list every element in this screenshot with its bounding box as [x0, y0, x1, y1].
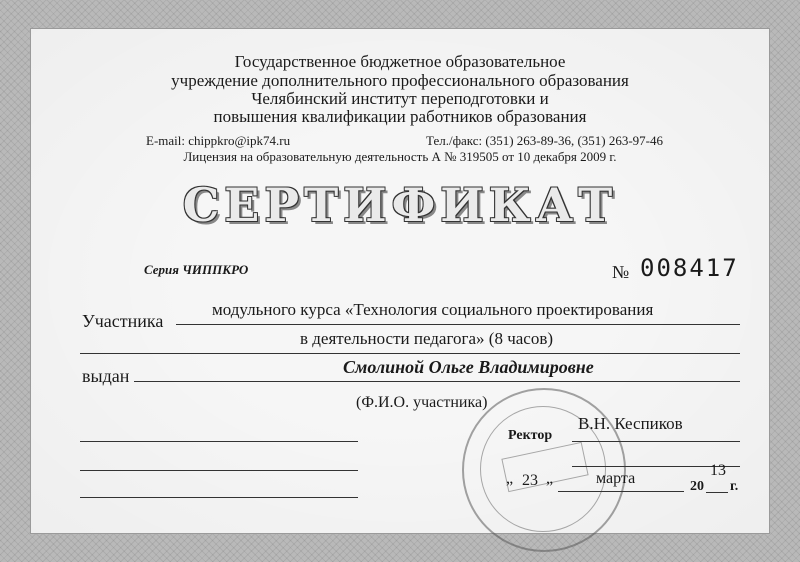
- participant-label: Участника: [82, 311, 164, 331]
- header-line-1: Государственное бюджетное образовательное: [234, 52, 566, 71]
- course-underline-2: [80, 353, 740, 354]
- rector-name: В.Н. Кеспиков: [578, 414, 683, 433]
- course-line-1: модульного курса «Технология социального проектирования: [212, 300, 654, 319]
- month-underline: [558, 491, 684, 492]
- series: Серия ЧИППКРО: [144, 262, 249, 277]
- blank-line-1: [80, 441, 358, 442]
- header-line-4: повышения квалификации работников образования: [213, 107, 587, 126]
- name-underline: [134, 381, 740, 382]
- date-year-unit: г.: [730, 479, 739, 494]
- license: Лицензия на образовательную деятельность А № 319505 от 10 декабря 2009 г.: [183, 149, 617, 164]
- header-line-3: Челябинский институт переподготовки и: [251, 89, 549, 108]
- certificate-number: 008417: [640, 254, 739, 282]
- rector-underline: [572, 441, 740, 442]
- rector-label: Ректор: [508, 428, 553, 443]
- certificate-title: СЕРТИФИКАТ: [182, 178, 618, 232]
- email: E-mail: chippkro@ipk74.ru: [146, 133, 291, 148]
- blank-line-2: [80, 470, 358, 471]
- number-sign: №: [612, 262, 630, 282]
- course-line-2: в деятельности педагога» (8 часов): [300, 329, 554, 348]
- date-day: 23: [522, 472, 538, 489]
- year-underline: [706, 492, 728, 493]
- phone: Тел./факс: (351) 263-89-36, (351) 263-97-46: [426, 133, 664, 148]
- header-line-2: учреждение дополнительного профессионального образования: [171, 71, 629, 90]
- course-underline-1: [176, 324, 740, 325]
- fio-caption: (Ф.И.О. участника): [356, 394, 488, 411]
- date-quote-open: „: [506, 470, 514, 487]
- date-month: марта: [596, 470, 636, 487]
- date-year-suffix: 13: [710, 462, 726, 479]
- issued-label: выдан: [82, 366, 130, 386]
- date-quote-close: „: [546, 470, 554, 487]
- recipient-name: Смолиной Ольге Владимировне: [343, 357, 594, 377]
- blank-line-3: [80, 497, 358, 498]
- date-year-prefix: 20: [690, 479, 704, 494]
